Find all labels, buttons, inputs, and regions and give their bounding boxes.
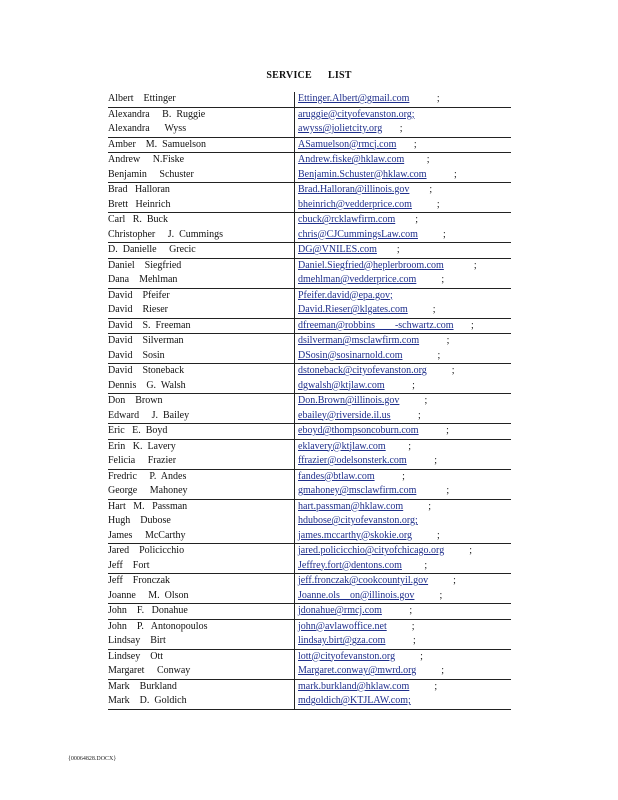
separator-text: ; <box>381 605 413 616</box>
email-link[interactable]: dsilverman@msclawfirm.com <box>298 335 420 346</box>
email-link[interactable]: aruggie@cityofevanston.org; <box>298 108 415 120</box>
separator-text: ; <box>418 425 449 436</box>
contact-name: Jared Policicchio <box>108 545 185 556</box>
email-cell <box>294 138 511 153</box>
contact-name: Brett Heinrich <box>108 198 171 210</box>
email-cell <box>294 529 511 544</box>
email-link[interactable]: Benjamin.Schuster@hklaw.com <box>298 168 427 180</box>
email-cell <box>294 108 511 123</box>
separator-text: ; <box>396 138 417 150</box>
contact-name: Carl R. Buck <box>108 214 168 225</box>
table-row <box>108 559 511 574</box>
separator-text: ; <box>382 123 403 134</box>
separator-text: ; <box>399 395 428 406</box>
email-link[interactable]: ffrazier@odelsonsterk.com <box>298 455 407 466</box>
contact-name: Amber M. Samuelson <box>108 138 207 150</box>
contact-group <box>108 620 511 650</box>
email-cell <box>294 349 511 364</box>
email-cell <box>294 574 511 589</box>
email-cell <box>294 664 511 679</box>
email-cell <box>294 198 511 213</box>
contact-name: Brad Halloran <box>108 184 170 195</box>
contact-group <box>108 394 511 424</box>
email-cell <box>294 454 511 469</box>
separator-text: ; <box>428 575 456 586</box>
contact-name: David Sosin <box>108 349 165 361</box>
separator-text: ; <box>416 485 450 496</box>
separator-text: ; <box>453 319 474 331</box>
separator-text: ; <box>412 529 440 541</box>
separator-text: ; <box>406 455 437 466</box>
email-cell <box>294 394 511 409</box>
table-row <box>108 349 511 364</box>
email-cell <box>294 409 511 424</box>
table-row <box>108 122 511 137</box>
email-cell <box>294 364 511 379</box>
table-row <box>108 198 511 213</box>
contact-name: Eric E. Boyd <box>108 425 168 436</box>
contact-name: Lindsey Ott <box>108 650 163 662</box>
email-cell <box>294 589 511 604</box>
email-link[interactable]: hdubose@cityofevanston.org; <box>298 515 418 526</box>
contact-name: Dana Mehlman <box>108 274 178 285</box>
table-row <box>108 379 511 394</box>
separator-text: ; <box>426 168 457 180</box>
table-row <box>108 289 511 304</box>
email-link[interactable]: jdonahue@rmcj.com <box>298 605 382 616</box>
email-link[interactable]: Brad.Halloran@illinois.gov <box>298 184 410 195</box>
separator-text: ; <box>395 650 423 662</box>
contact-name: Don Brown <box>108 395 163 406</box>
table-row <box>108 424 511 439</box>
contact-group <box>108 183 511 213</box>
email-cell <box>294 303 511 318</box>
email-cell <box>294 650 511 665</box>
contact-group <box>108 334 511 364</box>
email-cell <box>294 168 511 183</box>
email-link[interactable]: jeff.fronczak@cookcountyil.gov <box>298 575 429 586</box>
contact-name: Christopher J. Cummings <box>108 228 224 240</box>
table-row <box>108 303 511 318</box>
separator-text: ; <box>385 440 411 452</box>
contact-name: David Silverman <box>108 335 184 346</box>
email-link[interactable]: eboyd@thompsoncoburn.com <box>298 425 419 436</box>
separator-text: ; <box>414 589 443 601</box>
table-row <box>108 364 511 379</box>
email-link[interactable]: Ettinger.Albert@gmail.com <box>298 93 410 104</box>
email-link[interactable]: mdgoldich@KTJLAW.com; <box>298 695 411 706</box>
separator-text: ; <box>390 409 421 421</box>
table-row <box>108 574 511 589</box>
table-row <box>108 138 511 153</box>
contact-name: Erin K. Lavery <box>108 440 176 452</box>
contact-group <box>108 680 511 710</box>
email-link[interactable]: Joanne.ols on@illinois.gov <box>298 589 415 601</box>
contact-name: Alexandra B. Ruggie <box>108 108 206 120</box>
table-row <box>108 589 511 604</box>
contact-name: Mark Burkland <box>108 680 177 692</box>
contact-name: Mark D. Goldich <box>108 695 187 706</box>
table-row <box>108 183 511 198</box>
email-cell <box>294 213 511 228</box>
email-link[interactable]: lindsay.birt@gza.com <box>298 635 386 646</box>
contact-name: David Rieser <box>108 304 168 315</box>
table-row <box>108 228 511 243</box>
email-cell <box>294 514 511 529</box>
email-link[interactable]: james.mccarthy@skokie.org <box>298 529 412 541</box>
contact-group <box>108 500 511 545</box>
contact-name: John P. Antonopoulos <box>108 620 208 632</box>
contact-name: David Pfeifer <box>108 289 170 301</box>
separator-text: ; <box>416 665 445 676</box>
separator-text: ; <box>411 198 440 210</box>
email-link[interactable]: Margaret.conway@mwrd.org <box>298 665 417 676</box>
contact-group <box>108 364 511 394</box>
table-row <box>108 470 511 485</box>
contact-name: David Stoneback <box>108 365 185 376</box>
contact-group <box>108 574 511 604</box>
separator-text: ; <box>409 680 438 692</box>
contact-group <box>108 650 511 680</box>
table-row <box>108 650 511 665</box>
email-cell <box>294 470 511 485</box>
table-row <box>108 168 511 183</box>
table-row <box>108 529 511 544</box>
separator-text: ; <box>401 559 428 571</box>
service-list-table <box>108 92 511 710</box>
table-row <box>108 544 511 559</box>
table-row <box>108 694 511 709</box>
email-cell <box>294 153 511 168</box>
email-cell <box>294 604 511 619</box>
email-link[interactable]: dfreeman@robbins -schwartz.com <box>298 319 454 331</box>
contact-name: David S. Freeman <box>108 319 191 331</box>
contact-name: Hart M. Passman <box>108 500 188 512</box>
contact-name: Joanne M. Olson <box>108 589 189 601</box>
separator-text: ; <box>409 184 433 195</box>
page-title: SERVICE LIST <box>266 70 352 81</box>
email-link[interactable]: ebailey@riverside.il.us <box>298 409 391 421</box>
email-link[interactable]: Andrew.fiske@hklaw.com <box>298 154 405 165</box>
separator-text: ; <box>376 244 400 255</box>
contact-group <box>108 424 511 440</box>
email-cell <box>294 559 511 574</box>
email-link[interactable]: Don.Brown@illinois.gov <box>298 395 400 406</box>
separator-text: ; <box>419 335 450 346</box>
email-cell <box>294 424 511 439</box>
table-row <box>108 108 511 123</box>
email-cell <box>294 544 511 559</box>
table-row <box>108 259 511 274</box>
email-link[interactable]: hart.passman@hklaw.com <box>298 500 404 512</box>
contact-name: Andrew N.Fiske <box>108 154 185 165</box>
contact-group <box>108 440 511 470</box>
table-row <box>108 664 511 679</box>
separator-text: ; <box>417 228 446 240</box>
table-row <box>108 440 511 455</box>
contact-name: Albert Ettinger <box>108 93 176 104</box>
email-cell <box>294 273 511 288</box>
table-row <box>108 394 511 409</box>
table-row <box>108 92 511 107</box>
separator-text: ; <box>384 379 415 391</box>
email-link[interactable]: dstoneback@cityofevanston.org <box>298 365 427 376</box>
table-row <box>108 454 511 469</box>
contact-name: Hugh Dubose <box>108 515 171 526</box>
separator-text: ; <box>385 635 416 646</box>
contact-group <box>108 470 511 500</box>
separator-text: ; <box>402 349 441 361</box>
email-link[interactable]: Pfeifer.david@epa.gov; <box>298 289 393 301</box>
contact-name: Margaret Conway <box>108 665 191 676</box>
separator-text: ; <box>416 274 445 285</box>
email-link[interactable]: fandes@btlaw.com <box>298 470 375 482</box>
email-cell <box>294 634 511 649</box>
separator-text: ; <box>404 154 430 165</box>
email-cell <box>294 680 511 695</box>
email-link[interactable]: awyss@jolietcity.org <box>298 123 383 134</box>
contact-group <box>108 544 511 574</box>
table-row <box>108 243 511 258</box>
table-row <box>108 620 511 635</box>
email-cell <box>294 620 511 635</box>
document-id-footer: {00064828.DOCX} <box>68 756 117 762</box>
email-cell <box>294 694 511 709</box>
email-link[interactable]: bheinrich@vedderprice.com <box>298 198 412 210</box>
contact-name: D. Danielle Grecic <box>108 244 196 255</box>
email-link[interactable]: john@avlawoffice.net <box>298 620 387 632</box>
contact-name: Jeff Fort <box>108 559 150 571</box>
email-link[interactable]: Daniel.Siegfried@heplerbroom.com <box>298 259 444 271</box>
email-cell <box>294 122 511 137</box>
separator-text: ; <box>374 470 405 482</box>
separator-text: ; <box>407 304 436 315</box>
separator-text: ; <box>386 620 415 632</box>
email-cell <box>294 379 511 394</box>
contact-name: Daniel Siegfried <box>108 259 182 271</box>
email-link[interactable]: jared.policicchio@cityofchicago.org <box>298 545 445 556</box>
email-link[interactable]: David.Rieser@klgates.com <box>298 304 408 315</box>
email-link[interactable]: dgwalsh@ktjlaw.com <box>298 379 385 391</box>
table-row <box>108 409 511 424</box>
email-link[interactable]: cbuck@rcklawfirm.com <box>298 214 396 225</box>
contact-name: John F. Donahue <box>108 605 188 616</box>
separator-text: ; <box>409 93 440 104</box>
contact-group <box>108 289 511 319</box>
contact-name: Lindsay Birt <box>108 635 166 646</box>
contact-group <box>108 138 511 154</box>
email-cell <box>294 440 511 455</box>
contact-name: Alexandra Wyss <box>108 123 187 134</box>
email-link[interactable]: Jeffrey.fort@dentons.com <box>298 559 402 571</box>
table-row <box>108 604 511 619</box>
email-cell <box>294 319 511 334</box>
table-row <box>108 213 511 228</box>
table-row <box>108 484 511 499</box>
separator-text: ; <box>403 500 431 512</box>
contact-name: Jeff Fronczak <box>108 575 171 586</box>
table-row <box>108 334 511 349</box>
separator-text: ; <box>395 214 419 225</box>
email-cell <box>294 289 511 304</box>
contact-group <box>108 604 511 620</box>
contact-name: Felicia Frazier <box>108 455 177 466</box>
table-row <box>108 153 511 168</box>
email-link[interactable]: gmahoney@msclawfirm.com <box>298 485 417 496</box>
contact-name: James McCarthy <box>108 529 186 541</box>
email-cell <box>294 259 511 274</box>
contact-group <box>108 153 511 183</box>
separator-text: ; <box>443 259 477 271</box>
contact-group <box>108 259 511 289</box>
email-link[interactable]: dmehlman@vedderprice.com <box>298 274 417 285</box>
email-link[interactable]: mark.burkland@hklaw.com <box>298 680 410 692</box>
email-link[interactable]: DG@VNILES.com <box>298 244 377 255</box>
email-link[interactable]: eklavery@ktjlaw.com <box>298 440 386 452</box>
contact-group <box>108 213 511 243</box>
email-cell <box>294 334 511 349</box>
contact-group <box>108 108 511 138</box>
table-row <box>108 514 511 529</box>
contact-name: Benjamin Schuster <box>108 168 194 180</box>
email-cell <box>294 243 511 258</box>
separator-text: ; <box>426 365 455 376</box>
email-cell <box>294 92 511 107</box>
contact-group <box>108 319 511 335</box>
contact-name: Edward J. Bailey <box>108 409 190 421</box>
email-link[interactable]: ASamuelson@rmcj.com <box>298 138 397 150</box>
table-row <box>108 680 511 695</box>
table-row <box>108 634 511 649</box>
email-link[interactable]: lott@cityofevanston.org <box>298 650 396 662</box>
table-row <box>108 500 511 515</box>
email-cell <box>294 484 511 499</box>
email-cell <box>294 228 511 243</box>
email-cell <box>294 183 511 198</box>
table-row <box>108 273 511 288</box>
email-cell <box>294 500 511 515</box>
separator-text: ; <box>444 545 472 556</box>
email-link[interactable]: DSosin@sosinarnold.com <box>298 349 403 361</box>
contact-name: Dennis G. Walsh <box>108 379 186 391</box>
contact-name: Fredric P. Andes <box>108 470 187 482</box>
contact-group <box>108 243 511 259</box>
contact-group <box>108 92 511 108</box>
email-link[interactable]: chris@CJCummingsLaw.com <box>298 228 418 240</box>
contact-name: George Mahoney <box>108 485 188 496</box>
table-row <box>108 319 511 334</box>
